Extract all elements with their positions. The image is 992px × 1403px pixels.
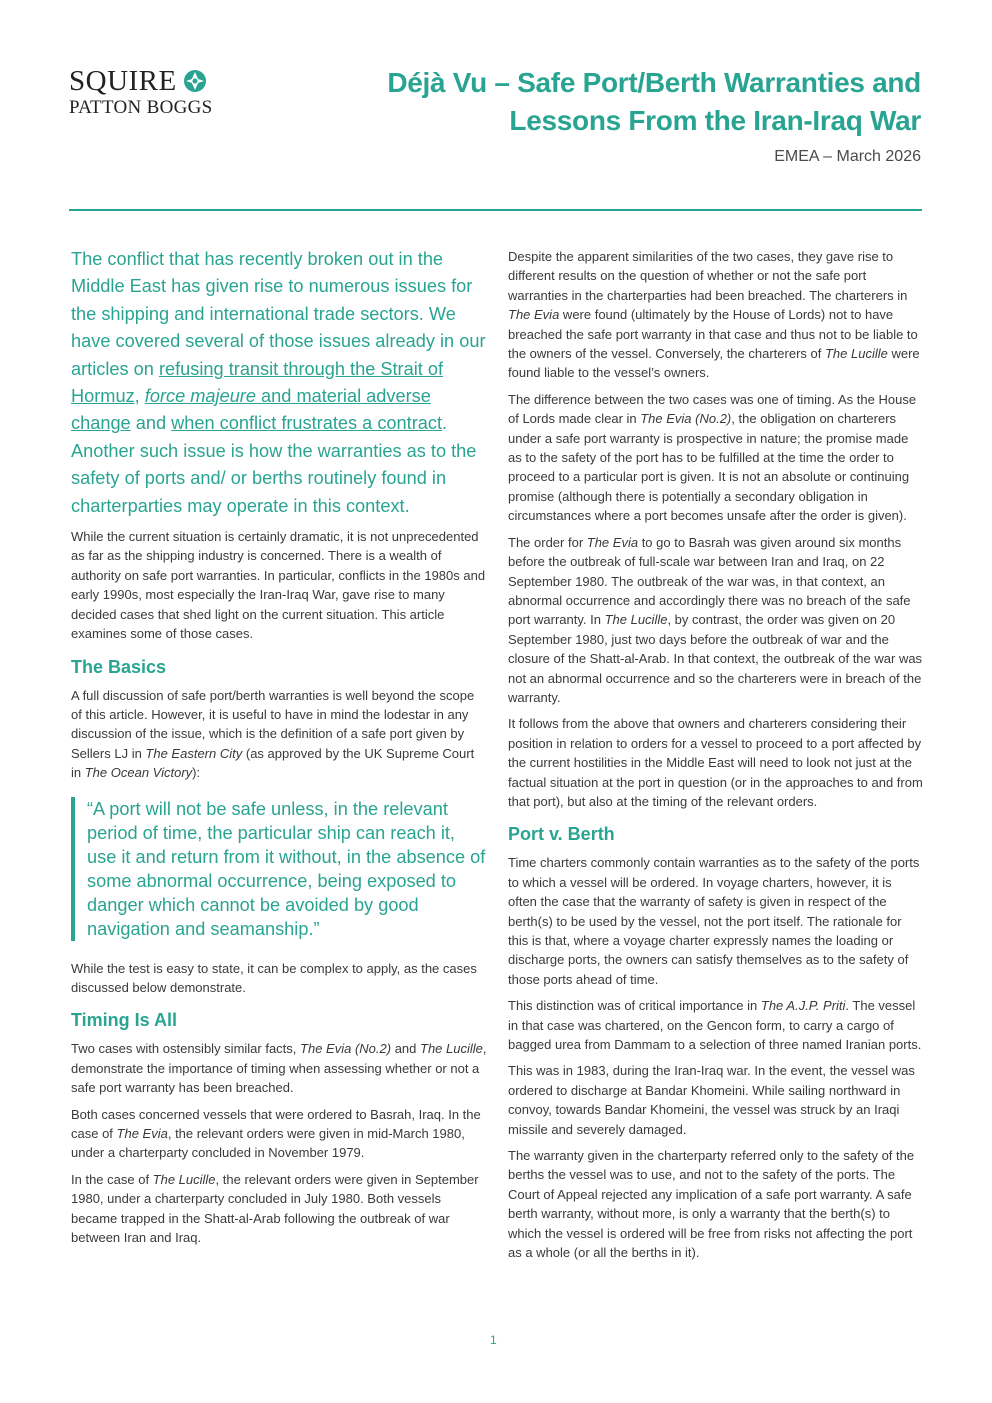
intro-paragraph (71, 246, 487, 520)
text: The order for (508, 534, 587, 550)
text: were found liable to the vessel’s owners. (508, 346, 920, 381)
left-column (71, 246, 487, 1254)
body-paragraph (71, 686, 487, 783)
logo (69, 66, 259, 130)
page-subtitle: EMEA – March 2026 (774, 148, 921, 165)
body-paragraph (71, 1105, 487, 1163)
pull-quote: “A port will not be safe unless, in the relevant period of time, the particular ship can reach it, use it and return from it without, in the absence of some abnormal occurrence, being exposed to danger which cannot be avoided by good navigation and seamanship.” (71, 797, 487, 941)
body-paragraph: Time charters commonly contain warranties as to the safety of the ports to which a vessel will be ordered. In voyage charters, however, it is often the case that the warranty of safety is given in respect of the berth(s) to be used by the vessel, not the port itself. The rationale for this is that, where a voyage charter expressly names the loading or discharge ports, the owners can satisfy themselves as to the safety of those ports ahead of time. (508, 855, 920, 987)
right-column (508, 247, 924, 1270)
link-force-majeure-label: force majeure (144, 386, 256, 407)
body-paragraph: This was in 1983, during the Iran-Iraq war. In the event, the vessel was ordered to discharge at Bandar Khomeini. While sailing northward in convoy, towards Bandar Khomeini, the vessel was struck by an Iraqi missile and severely damaged. (508, 1063, 915, 1137)
body-paragraph: It follows from the above that owners and charterers considering their position in relation to orders for a vessel to proceed to a port affected by the current hostilities in the Middle East will need to look not just at the factual situation at the port in question (or in the approaches to and from that port), but also at the timing of the relevant orders. (508, 716, 923, 809)
text: , by contrast, the order was given on 20 September 1980, just two days before the outbreak of war and the closure of the Shatt-al-Arab. In that context, the outbreak of the war was not an abnormal occurrence and so the charterers were in breach of the warranty. (508, 612, 923, 705)
body-paragraph (508, 996, 924, 1054)
logo-mark-icon (183, 69, 207, 93)
body-paragraph: While the current situation is certainly dramatic, it is not unprecedented as far as the shipping industry is concerned. There is a wealth of authority on safe port warranties. In particular, conflicts in the 1980s and early 1990s, most especially the Iran-Iraq War, gave rise to many decided cases that shed light on the current situation. This article examines some of those cases. (71, 529, 486, 642)
logo-line1: SQUIRE (69, 65, 177, 97)
text: This distinction was of critical importance in (508, 998, 761, 1014)
heading-timing: Timing Is All (71, 1010, 178, 1031)
text: and (391, 1041, 420, 1057)
text: ): (192, 765, 201, 781)
link-mac-label: and material adverse change (71, 386, 431, 434)
text: were found (ultimately by the House of Lords) not to have breached the safe port warranty in that case and thus not to be liable to the owners of the vessel. Conversely, the charterers of (508, 307, 918, 362)
link-frustration[interactable]: when conflict frustrates a contract (171, 413, 443, 434)
case-name: The Lucille (604, 612, 668, 628)
case-name: The A.J.P. Priti (760, 998, 846, 1014)
heading-port-berth: Port v. Berth (508, 824, 615, 845)
intro-text: and (130, 413, 172, 434)
heading-basics: The Basics (71, 656, 167, 677)
case-name: The Evia (116, 1125, 168, 1141)
intro-text: The conflict that has recently broken out in the Middle East has given rise to numerous issues for the shipping and international trade sectors. We have covered several of those issues already in our articles on (71, 249, 486, 379)
body-paragraph (508, 247, 924, 383)
text: , the relevant orders were given in September 1980, under a charterparty concluded in July 1980. Both vessels became trapped in the Shatt-al-Arab following the outbreak of war between Iran and Iraq. (71, 1171, 479, 1245)
body-paragraph: The warranty given in the charterparty referred only to the safety of the berths the vessel was to use, and not to the safety of the ports. The Court of Appeal rejected any implication of a safe port warranty. A safe berth warranty, without more, is only a warranty that the berth(s) to which the vessel is ordered will be free from risks not affecting the port as a whole (or all the berths in it). (508, 1148, 915, 1261)
case-name: The Eastern City (145, 745, 243, 761)
header-divider (69, 209, 922, 211)
text: , the relevant orders were given in mid-March 1980, under a charterparty concluded in November 1979. (71, 1125, 465, 1161)
case-name: The Evia (No.2) (300, 1041, 392, 1057)
body-paragraph: While the test is easy to state, it can be complex to apply, as the cases discussed below demonstrate. (71, 960, 477, 995)
case-name: The Evia (No.2) (640, 411, 732, 427)
case-name: The Ocean Victory (84, 765, 193, 781)
text: . The vessel in that case was chartered, on the Gencon form, to carry a cargo of bagged urea from Dammam to a selection of three named Iranian ports. (508, 998, 922, 1053)
case-name: The Evia (586, 534, 639, 550)
text: , the obligation on charterers under a safe port warranty is prospective in nature; the promise made as to the safety of the port has to be fulfilled at the time the order to proceed to a particular port is given. It is not an absolute or continuing promise (although there is potentially a secondary obligation in circumstances where a port becomes unsafe after the order is given). (508, 411, 910, 524)
text: Despite the apparent similarities of the two cases, they gave rise to different results on the question of whether or not the safe port warranties in the charterparties had been breached. The charterers in (508, 249, 908, 303)
case-name: The Lucille (824, 346, 888, 362)
text: to go to Basrah was given around six months before the outbreak of full-scale war between Iran and Iraq, on 22 September 1980. The outbreak of the war was, in that context, an abnormal occurrence and accordingly there was no breach of the safe port warranty. In (508, 534, 911, 628)
page-title: Déjà Vu – Safe Port/Berth Warranties and Lessons From the Iran-Iraq War (387, 67, 921, 136)
body-paragraph (71, 1170, 487, 1248)
text: Both cases concerned vessels that were ordered to Basrah, Iraq. In the case of (71, 1106, 481, 1141)
case-name: The Evia (508, 307, 560, 323)
text: A full discussion of safe port/berth warranties is well beyond the scope of this article. However, it is useful to have in mind the lodestar in any discussion of the issue, which is the definition of a safe port given by Sellers LJ in (71, 687, 475, 761)
text: Two cases with ostensibly similar facts, (71, 1041, 301, 1057)
body-paragraph (508, 390, 924, 526)
case-name: The Lucille (420, 1041, 483, 1057)
logo-line2: PATTON BOGGS (69, 97, 213, 118)
text: The difference between the two cases was one of timing. As the House of Lords made clear in (508, 391, 917, 427)
body-paragraph (71, 1039, 487, 1097)
text: (as approved by the UK Supreme Court in (71, 745, 475, 781)
text: , demonstrate the importance of timing when assessing whether or not a safe port warranty has been breached. (71, 1041, 487, 1096)
intro-text: , (134, 386, 145, 407)
text: In the case of (71, 1171, 153, 1187)
link-hormuz[interactable]: refusing transit through the Strait of Hormuz (71, 358, 444, 407)
page-number: 1 (490, 1333, 497, 1347)
case-name: The Lucille (152, 1171, 216, 1187)
intro-text: . Another such issue is how the warranties as to the safety of ports and/ or berths routinely found in charterparties may operate in this context. (71, 413, 477, 516)
body-paragraph (508, 533, 924, 708)
